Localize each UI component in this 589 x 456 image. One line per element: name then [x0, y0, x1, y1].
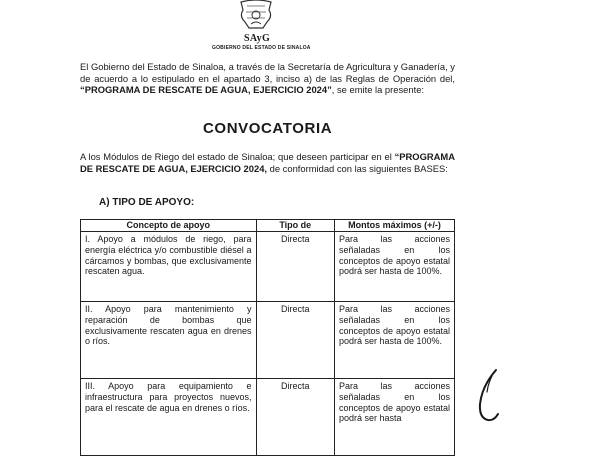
section-heading: A) TIPO DE APOYO:: [99, 197, 195, 208]
call-text: A los Módulos de Riego del estado de Sinaloa; que deseen participar en el: [80, 151, 395, 162]
type-cell: Directa: [256, 232, 334, 302]
call-end: de conformidad con las siguientes BASES:: [267, 162, 448, 174]
agency-logo-text: SAyG: [244, 33, 271, 44]
government-subtitle: GOBIERNO DEL ESTADO DE SINALOA: [212, 45, 311, 51]
table-row: [81, 232, 455, 302]
header-concept: Concepto de apoyo: [81, 220, 257, 232]
intro-paragraph: [80, 61, 455, 96]
concept-cell: II. Apoyo para mantenimiento y reparación de bombas que exclusivamente rescaten agua en drenes o ríos.: [81, 302, 257, 379]
amount-cell: Para las acciones señaladas en los conceptos de apoyo estatal podrá ser hasta: [334, 379, 454, 456]
type-cell: Directa: [256, 302, 334, 379]
call-program-name: “PROGRAMA DE RESCATE DE AGUA, EJERCICIO 2024,: [80, 151, 455, 174]
intro-text: El Gobierno del Estado de Sinaloa, a través de la Secretaría de Agricultura y Ganadería, y de acuerdo a lo estipulado en el apartado 3, inciso a) de las Reglas de Operación del,: [80, 61, 455, 84]
table-row: [81, 379, 455, 456]
support-table: [80, 219, 455, 456]
table-header-row: [81, 220, 455, 232]
amount-cell: Para las acciones señaladas en los conceptos de apoyo estatal podrá ser hasta de 100%.: [334, 302, 454, 379]
type-cell: Directa: [256, 379, 334, 456]
intro-end: , se emite la presente:: [331, 84, 425, 96]
amount-cell: Para las acciones señaladas en los conceptos de apoyo estatal podrá ser hasta de 100%.: [334, 232, 454, 302]
concept-cell: I. Apoyo a módulos de riego, para energía eléctrica y/o combustible diésel a cárcamos y bombas, que exclusivamente rescaten agua.: [81, 232, 257, 302]
concept-cell: III. Apoyo para equipamiento e infraestructura para proyectos nuevos, para el rescate de agua en drenes o ríos.: [81, 379, 257, 456]
table-row: [81, 302, 455, 379]
page-title: CONVOCATORIA: [203, 120, 333, 137]
intro-program-name: “PROGRAMA DE RESCATE DE AGUA, EJERCICIO 2024”: [80, 84, 332, 96]
state-seal-logo: [233, 0, 279, 30]
call-paragraph: [80, 151, 455, 174]
header-type: Tipo de: [256, 220, 334, 232]
header-amount: Montos máximos (+/-): [334, 220, 454, 232]
handwritten-signature: [474, 366, 504, 424]
